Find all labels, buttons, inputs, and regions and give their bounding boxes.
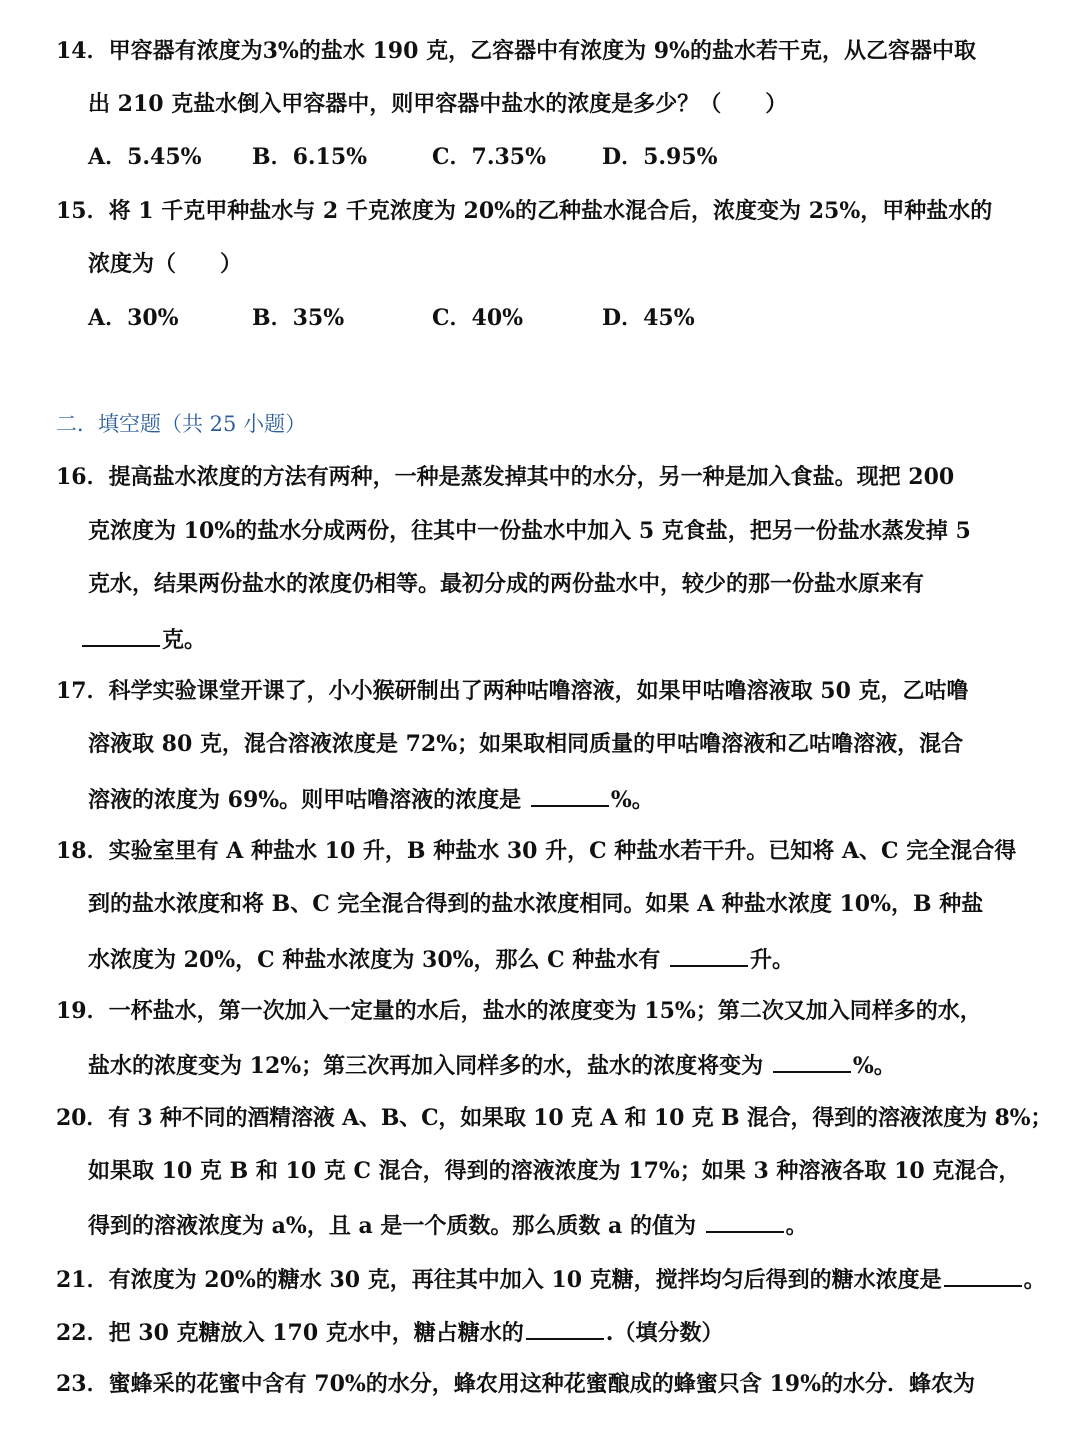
q14-option-d: D．5.95% (602, 144, 718, 170)
q17-line-3 (88, 783, 654, 815)
q16-line-3: 克水，结果两份盐水的浓度仍相等。最初分成的两份盐水中，较少的那一份盐水原来有 (88, 571, 925, 597)
q15-option-b: B．35% (252, 305, 345, 331)
q17-line-1: 17．科学实验课堂开课了，小小猴研制出了两种咕噜溶液，如果甲咕噜溶液取 50 克，乙咕噜 (56, 678, 969, 704)
q18-line-2: 到的盐水浓度和将 B、C 完全混合得到的盐水浓度相同。如果 A 种盐水浓度 10%，B 种盐 (88, 891, 984, 917)
q19-line-1: 19．一杯盐水，第一次加入一定量的水后，盐水的浓度变为 15%；第二次又加入同样多的水， (56, 998, 982, 1024)
q17-line-3-tail: %。 (610, 787, 654, 813)
q17-line-3-head: 溶液的浓度为 69%。则甲咕噜溶液的浓度是 (88, 787, 529, 813)
q17-line-2: 溶液取 80 克，混合溶液浓度是 72%；如果取相同质量的甲咕噜溶液和乙咕噜溶液，混合 (88, 731, 964, 757)
q16-answer-blank[interactable] (82, 623, 160, 647)
q14-line-2: 出 210 克盐水倒入甲容器中，则甲容器中盐水的浓度是多少？（ ） (88, 91, 788, 117)
q18-line-3 (88, 943, 794, 975)
q19-answer-blank[interactable] (773, 1049, 851, 1073)
q15-line-1: 15．将 1 千克甲种盐水与 2 千克浓度为 20%的乙种盐水混合后，浓度变为 25%，甲种盐水的 (56, 198, 993, 224)
q22-line (56, 1316, 723, 1348)
q18-line-3-head: 水浓度为 20%，C 种盐水浓度为 30%，那么 C 种盐水有 (88, 947, 669, 973)
q20-line-2: 如果取 10 克 B 和 10 克 C 混合，得到的溶液浓度为 17%；如果 3 种溶液各取 10 克混合， (88, 1158, 1021, 1184)
q15-option-c: C．40% (432, 305, 524, 331)
q14-option-c: C．7.35% (432, 144, 546, 170)
q20-line-1: 20．有 3 种不同的酒精溶液 A、B、C，如果取 10 克 A 和 10 克 B 混合，得到的溶液浓度为 8%； (56, 1105, 1053, 1131)
q14-option-b: B．6.15% (252, 144, 368, 170)
q19-line-2 (88, 1049, 896, 1081)
section-heading-fill-in: 二．填空题（共 25 小题） (56, 412, 307, 436)
q19-line-2-tail: %。 (852, 1053, 896, 1079)
q22-line-head: 22．把 30 克糖放入 170 克水中，糖占糖水的 (56, 1320, 524, 1346)
q20-line-3-tail: 。 (785, 1213, 808, 1239)
q19-line-2-head: 盐水的浓度变为 12%；第三次再加入同样多的水，盐水的浓度将变为 (88, 1053, 771, 1079)
q20-line-3 (88, 1209, 808, 1241)
q15-line-2: 浓度为（ ） (88, 251, 243, 277)
q22-answer-blank[interactable] (526, 1316, 604, 1340)
q22-line-tail: .（填分数） (605, 1320, 724, 1346)
q15-option-d: D．45% (602, 305, 695, 331)
q16-line-2: 克浓度为 10%的盐水分成两份，往其中一份盐水中加入 5 克食盐，把另一份盐水蒸发掉 5 (88, 518, 971, 544)
q16-line-1: 16．提高盐水浓度的方法有两种，一种是蒸发掉其中的水分，另一种是加入食盐。现把 200 (56, 464, 955, 490)
q16-line-4 (80, 623, 206, 655)
q21-line (56, 1263, 1046, 1295)
q20-answer-blank[interactable] (706, 1209, 784, 1233)
q17-answer-blank[interactable] (531, 783, 609, 807)
q21-line-head: 21．有浓度为 20%的糖水 30 克，再往其中加入 10 克糖，搅拌均匀后得到的糖水浓度是 (56, 1267, 942, 1293)
q15-option-a: A．30% (88, 305, 179, 331)
q21-line-tail: 。 (1023, 1267, 1046, 1293)
q18-answer-blank[interactable] (670, 943, 748, 967)
q23-line-1: 23．蜜蜂采的花蜜中含有 70%的水分，蜂农用这种花蜜酿成的蜂蜜只含 19%的水分．蜂农为 (56, 1371, 975, 1397)
q18-line-3-tail: 升。 (750, 947, 795, 973)
q14-option-a: A．5.45% (88, 144, 202, 170)
q20-line-3-head: 得到的溶液浓度为 a%，且 a 是一个质数。那么质数 a 的值为 (88, 1213, 704, 1239)
q14-line-1: 14．甲容器有浓度为3%的盐水 190 克，乙容器中有浓度为 9%的盐水若干克，从乙容器中取 (56, 38, 976, 64)
q16-line-4-tail: 克。 (162, 627, 207, 653)
q21-answer-blank[interactable] (944, 1263, 1022, 1287)
q18-line-1: 18．实验室里有 A 种盐水 10 升，B 种盐水 30 升，C 种盐水若干升。已知将 A、C 完全混合得 (56, 838, 1017, 864)
